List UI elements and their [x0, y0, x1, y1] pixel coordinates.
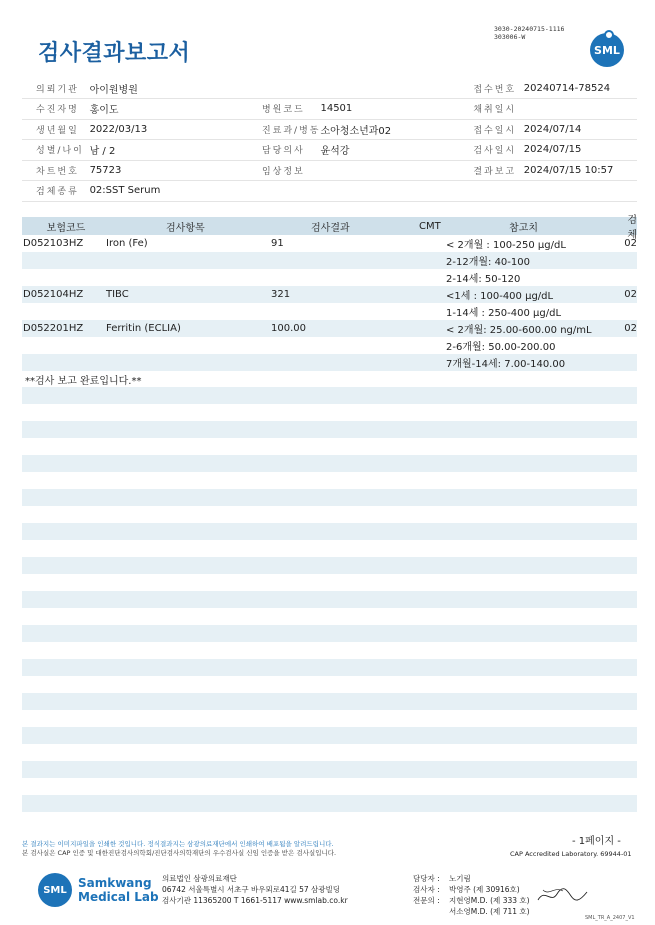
staff-role: 검사자 : [413, 885, 440, 894]
result-code: D052103HZ [23, 238, 84, 249]
result-ref: < 2개월: 25.00-600.00 ng/mL [446, 325, 592, 336]
info-label: 채취일시 [459, 99, 523, 120]
empty-row [22, 557, 637, 574]
staff-name: 서소영M.D. (제 711 호) [449, 907, 530, 916]
info-label: 접수번호 [459, 78, 523, 99]
result-row [22, 286, 637, 303]
staff-row [413, 895, 530, 906]
page-number: - 1페이지 - [572, 836, 621, 847]
result-code: D052201HZ [23, 323, 84, 334]
info-row [22, 140, 637, 161]
empty-row [22, 625, 637, 642]
info-value: 윤석강 [320, 140, 459, 161]
header-reference: 참고치 [509, 222, 538, 234]
info-value: 14501 [320, 99, 459, 120]
info-value: 2024/07/14 [524, 119, 637, 140]
result-code: D052104HZ [23, 289, 84, 300]
notice [22, 840, 336, 858]
completion-note-row [22, 371, 637, 388]
footer-address: 의료법인 삼광의료재단 06742 서울특별시 서초구 바우뫼로41길 57 삼광빌딩 검사기관 11365200 T 1661-5117 www.smlab.co.kr [162, 874, 348, 905]
result-row [22, 269, 637, 286]
header-item: 검사항목 [166, 222, 205, 234]
info-label [248, 78, 321, 99]
result-row [22, 320, 637, 337]
result-specimen: 02 [624, 323, 637, 334]
result-ref: < 2개월 : 100-250 μg/dL [446, 240, 566, 251]
completion-note: **검사 보고 완료입니다.** [25, 376, 142, 387]
result-ref: 7개월-14세: 7.00-140.00 [446, 359, 566, 370]
info-label: 검사일시 [459, 140, 523, 161]
info-label: 진료과/병동 [248, 119, 321, 140]
info-label: 접수일시 [459, 119, 523, 140]
info-value [320, 78, 459, 99]
empty-row [22, 591, 637, 608]
footer-staff [413, 873, 530, 917]
empty-row [22, 761, 637, 778]
document-id: 3030-20240715-1116 303006-W [494, 25, 565, 41]
info-value: 2024/07/15 [524, 140, 637, 161]
info-label [459, 181, 523, 202]
result-ref: <1세 : 100-400 μg/dL [446, 291, 554, 302]
info-label: 차트번호 [22, 160, 90, 181]
info-value [524, 99, 637, 120]
info-label: 성별/나이 [22, 140, 90, 161]
empty-row [22, 421, 637, 438]
result-ref: 2-6개월: 50.00-200.00 [446, 342, 556, 353]
staff-role [413, 906, 449, 917]
info-row [22, 99, 637, 120]
empty-row [22, 489, 637, 506]
sml-logo: SML [590, 33, 624, 67]
header-specimen: 검체 [627, 215, 637, 241]
info-value: 홍이도 [90, 99, 248, 120]
empty-row [22, 387, 637, 404]
info-value: 2024/07/15 10:57 [524, 160, 637, 181]
staff-row [413, 884, 530, 895]
empty-row [22, 693, 637, 710]
result-result: 321 [271, 289, 291, 300]
header-cmt: CMT [419, 220, 441, 232]
result-specimen: 02 [624, 238, 637, 249]
info-label: 의뢰기관 [22, 78, 90, 99]
footer-logo: SML [38, 873, 72, 907]
result-row [22, 303, 637, 320]
info-value: 아이원병원 [90, 78, 248, 99]
empty-row [22, 659, 637, 676]
info-label: 담당의사 [248, 140, 321, 161]
info-label: 검체종류 [22, 181, 90, 202]
info-label [248, 181, 321, 202]
staff-name: 노기림 [449, 874, 471, 883]
result-row [22, 235, 637, 252]
result-ref: 2-12개월: 40-100 [446, 257, 530, 268]
info-label: 생년월일 [22, 119, 90, 140]
result-ref: 1-14세 : 250-400 μg/dL [446, 308, 562, 319]
empty-rows [22, 387, 637, 829]
result-item: Iron (Fe) [106, 238, 148, 249]
form-id: SML_TR_A_2407_V1 [585, 915, 635, 921]
signature-icon [535, 882, 590, 908]
info-row [22, 160, 637, 181]
cap-accreditation: CAP Accredited Laboratory. 69944-01 [510, 850, 632, 858]
info-row [22, 119, 637, 140]
info-label: 병원코드 [248, 99, 321, 120]
empty-row [22, 455, 637, 472]
result-row [22, 252, 637, 269]
info-row [22, 78, 637, 99]
staff-name: 지현영M.D. (제 333 호) [449, 896, 530, 905]
info-value: 75723 [90, 160, 248, 181]
info-value [320, 181, 459, 202]
results-header [22, 215, 637, 241]
info-label: 수진자명 [22, 99, 90, 120]
report-title: 검사결과보고서 [38, 41, 191, 66]
info-label: 결과보고 [459, 160, 523, 181]
result-specimen: 02 [624, 289, 637, 300]
info-value [320, 160, 459, 181]
result-result: 91 [271, 238, 284, 249]
info-value: 남 / 2 [90, 140, 248, 161]
staff-role: 전문의 : [413, 896, 440, 905]
staff-row [413, 873, 530, 884]
staff-role: 담당자 : [413, 874, 440, 883]
results-table [22, 217, 637, 388]
info-label: 임상정보 [248, 160, 321, 181]
info-row [22, 181, 637, 202]
staff-name: 박영주 (제 30916호) [449, 885, 520, 894]
empty-row [22, 523, 637, 540]
result-item: TIBC [106, 289, 129, 300]
result-row [22, 354, 637, 371]
info-value: 2022/03/13 [90, 119, 248, 140]
result-row [22, 337, 637, 354]
footer-brand: Samkwang Medical Lab [78, 876, 159, 904]
info-value: 소아청소년과02 [320, 119, 459, 140]
result-result: 100.00 [271, 323, 306, 334]
staff-row [413, 906, 530, 917]
patient-info-table [22, 78, 637, 202]
notice-line-1: 본 결과지는 이미지파일을 인쇄한 것입니다. 정식결과지는 삼광의료재단에서 인쇄하여 배포됨을 알려드립니다. [22, 840, 334, 848]
header-code: 보험코드 [46, 222, 86, 234]
notice-line-2: 본 검사실은 CAP 인증 및 대한진단검사의학회/진단검사의학재단의 우수검사실 신임 인증을 받은 검사실입니다. [22, 849, 337, 857]
info-value [524, 181, 637, 202]
result-ref: 2-14세: 50-120 [446, 274, 521, 285]
empty-row [22, 727, 637, 744]
result-item: Ferritin (ECLIA) [106, 323, 181, 334]
empty-row [22, 795, 637, 812]
info-value: 20240714-78524 [524, 78, 637, 99]
header-result: 검사결과 [311, 222, 350, 234]
info-value: 02:SST Serum [90, 181, 248, 202]
